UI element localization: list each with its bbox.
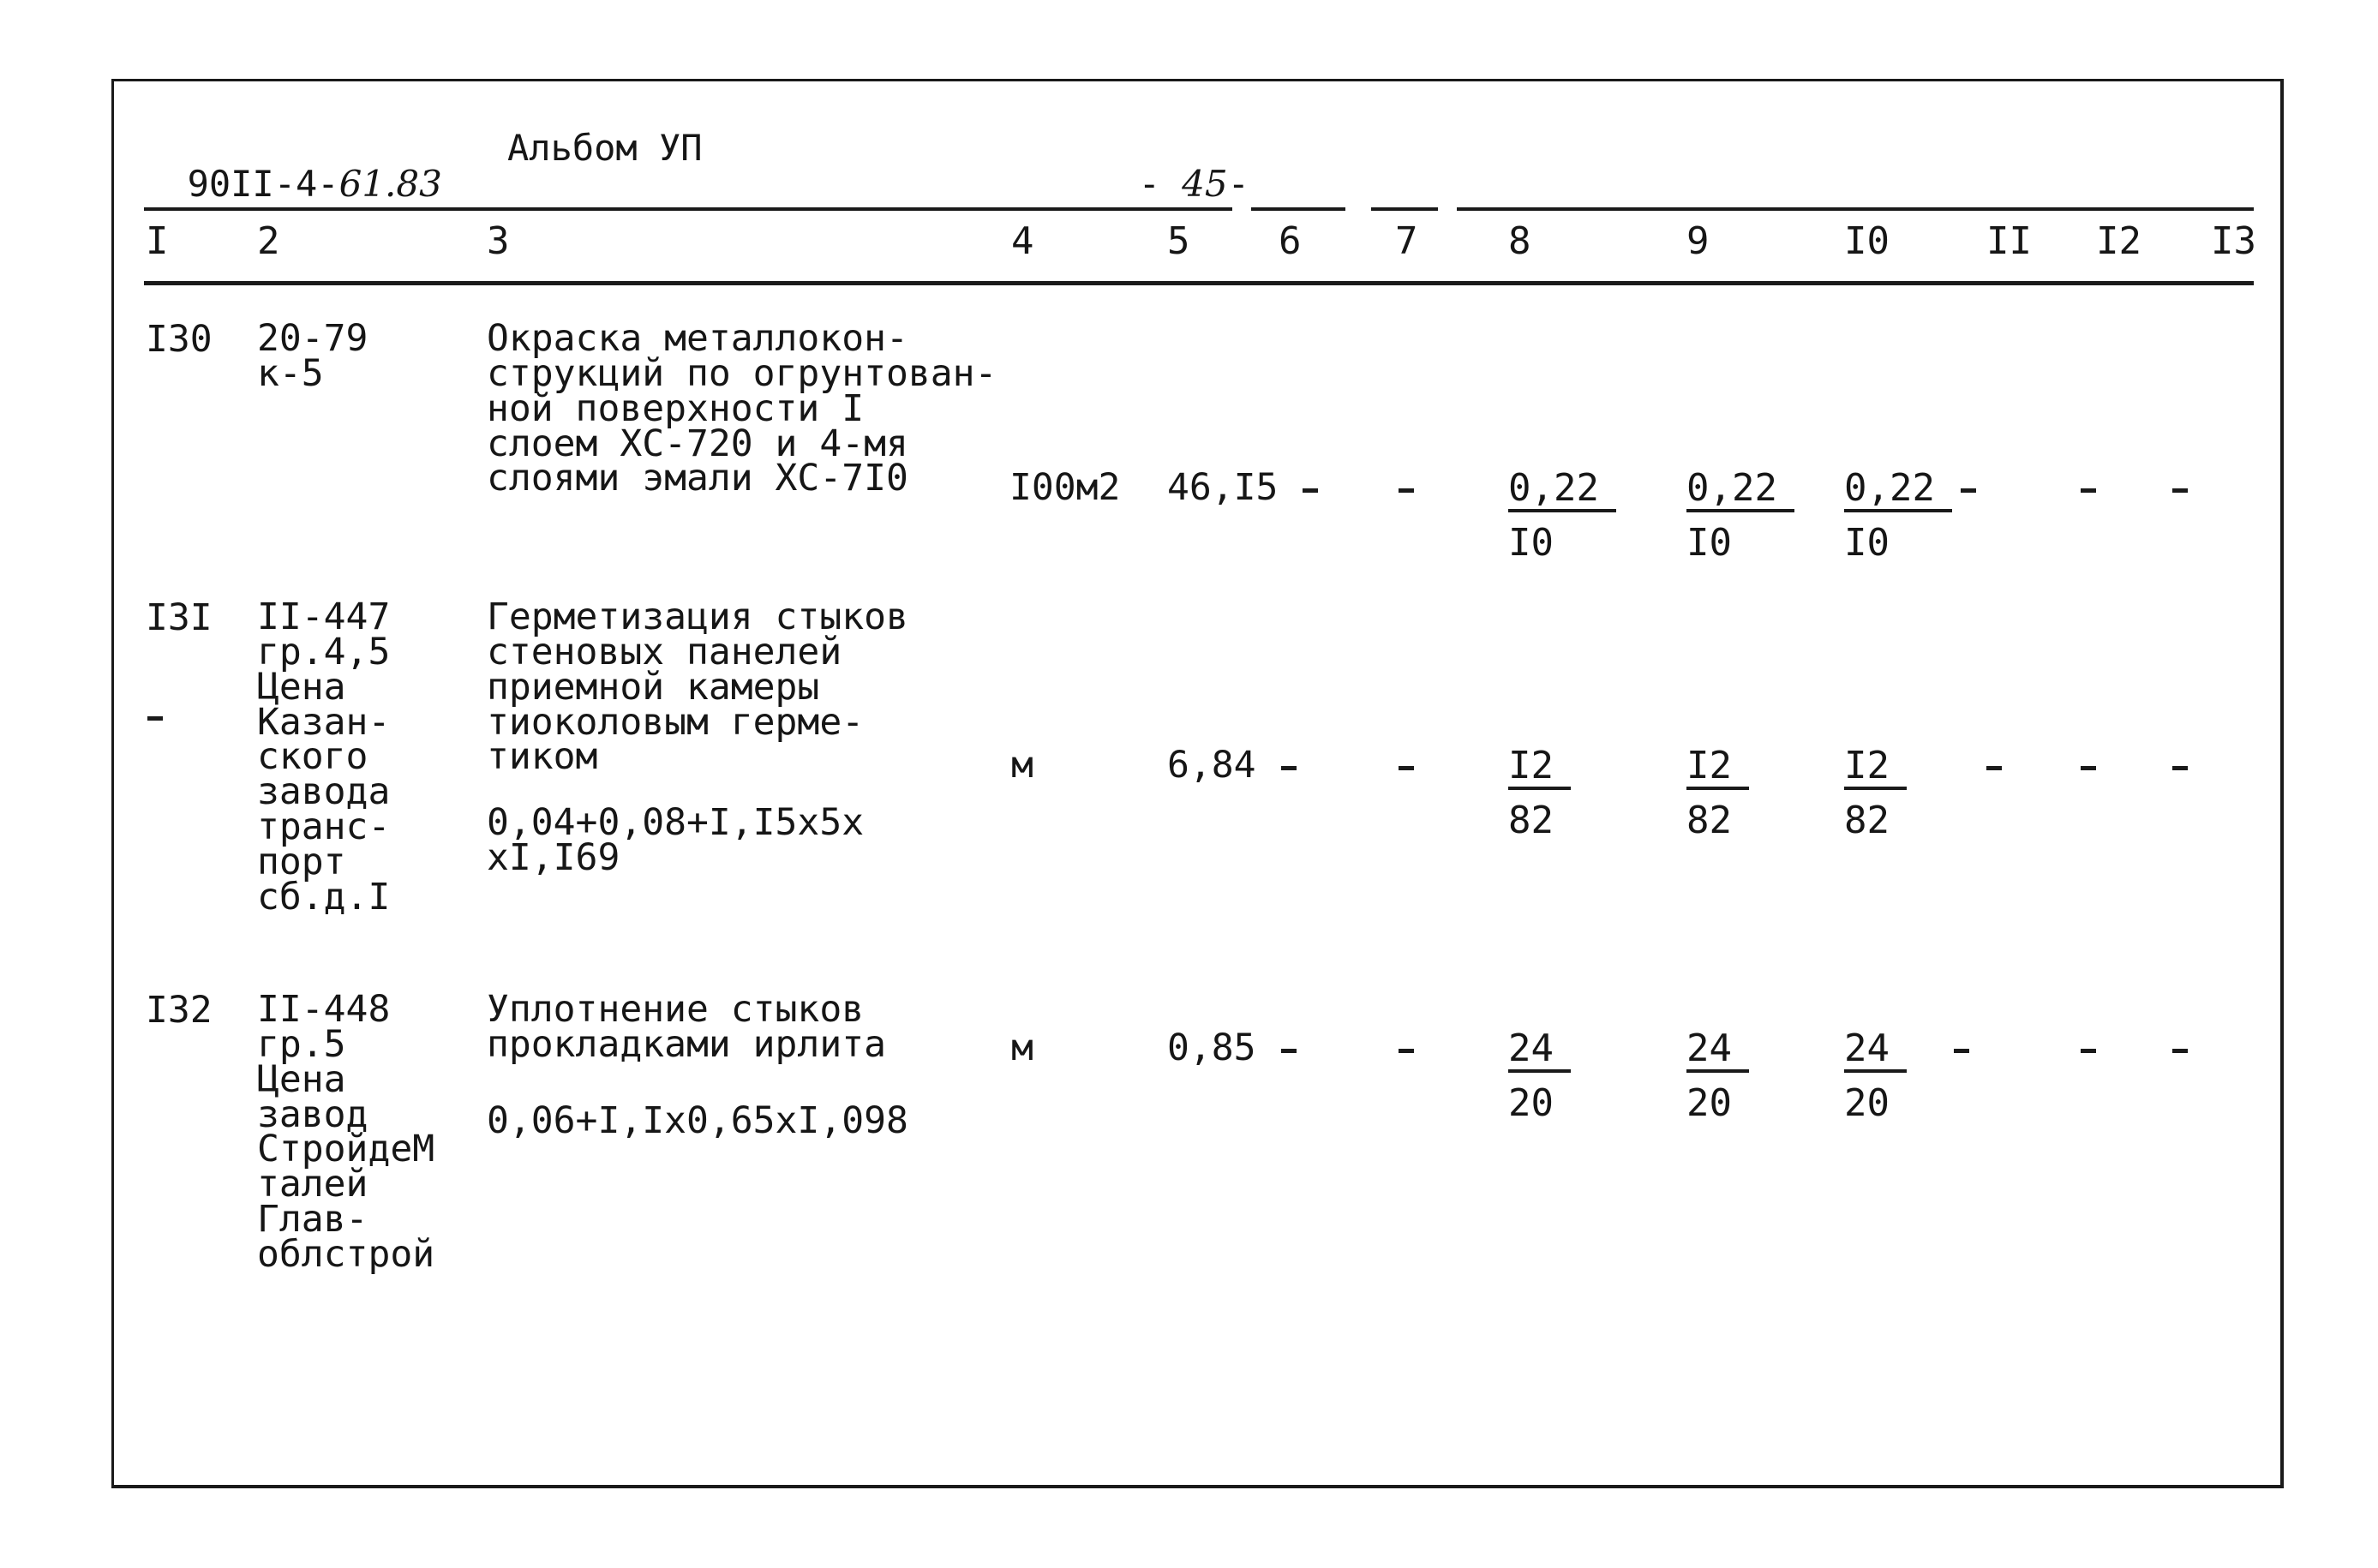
column-number: 3 <box>487 219 510 263</box>
album-label: Альбом УП <box>507 127 703 169</box>
column-9-fraction: $\frac{I2}{82}$ <box>1686 747 1749 840</box>
row-number: I32 <box>146 989 213 1032</box>
column-number: 9 <box>1686 219 1710 263</box>
unit-price: 6,84 <box>1167 744 1256 787</box>
column-10-fraction: $\frac{I2}{82}$ <box>1844 747 1907 840</box>
column-6-dash <box>1281 1049 1297 1053</box>
unit: м <box>1011 1026 1033 1069</box>
column-12-dash <box>2081 766 2096 770</box>
column-number: I <box>146 219 169 263</box>
column-13-dash <box>2172 1049 2188 1053</box>
column-13-dash <box>2172 766 2188 770</box>
column-11-dash <box>1961 488 1976 493</box>
column-6-dash <box>1303 488 1318 493</box>
work-description: Уплотнение стыков прокладками ирлита <box>487 988 886 1066</box>
column-11-dash <box>1986 766 2002 770</box>
norm-code: II-447 гр.4,5 Цена Казан- ского завода транс- порт сб.д.I <box>257 595 391 919</box>
document-code-printed: 90II-4- <box>187 163 339 205</box>
column-8-fraction: $\frac{0,22}{I0}$ <box>1508 470 1616 562</box>
column-6-dash <box>1281 766 1297 770</box>
document-code-handwritten: 61.83 <box>338 163 442 205</box>
column-number: 4 <box>1011 219 1034 263</box>
row-number-dash <box>147 716 163 721</box>
column-number: II <box>1986 219 2032 263</box>
work-description: Герметизация стыков стеновых панелей приемной камеры тиоколовым герме- тиком <box>487 595 908 779</box>
column-10-fraction: $\frac{0,22}{I0}$ <box>1844 470 1952 562</box>
unit-price: 0,85 <box>1167 1026 1256 1069</box>
column-12-dash <box>2081 1049 2096 1053</box>
column-number: 5 <box>1167 219 1190 263</box>
column-12-dash <box>2081 488 2096 493</box>
column-7-dash <box>1399 488 1414 493</box>
column-7-dash <box>1399 1049 1414 1053</box>
column-9-fraction: $\frac{0,22}{I0}$ <box>1686 470 1794 562</box>
column-number: 6 <box>1279 219 1302 263</box>
norm-code: 20-79 к-5 <box>257 317 368 395</box>
column-7-dash <box>1399 766 1414 770</box>
column-number: 8 <box>1508 219 1531 263</box>
norm-code: II-448 гр.5 Цена завод СтройдеМ талей Глав- облстрой <box>257 988 435 1276</box>
column-8-fraction: $\frac{I2}{82}$ <box>1508 747 1571 840</box>
unit: м <box>1011 744 1033 787</box>
row-number: I30 <box>146 318 213 361</box>
unit: I00м2 <box>1009 466 1121 509</box>
page-number-handwritten: 45 <box>1182 163 1228 205</box>
column-number: I0 <box>1844 219 1890 263</box>
row-number: I3I <box>146 596 213 639</box>
work-description: Окраска металлокон- струкций по огрунтован- ной поверхности I слоем ХС-720 и 4-мя слоями эмали ХС-7I0 <box>487 317 997 500</box>
column-number: I3 <box>2211 219 2256 263</box>
column-number: I2 <box>2096 219 2141 263</box>
quantity-calculation: 0,06+I,Ix0,65xI,098 <box>487 1099 908 1142</box>
document-code <box>144 130 442 205</box>
column-13-dash <box>2172 488 2188 493</box>
column-9-fraction: $\frac{24}{20}$ <box>1686 1030 1749 1122</box>
column-10-fraction: $\frac{24}{20}$ <box>1844 1030 1907 1122</box>
column-header-bottom-rule <box>144 281 2254 285</box>
column-11-dash <box>1954 1049 1969 1053</box>
column-8-fraction: $\frac{24}{20}$ <box>1508 1030 1571 1122</box>
column-number: 2 <box>257 219 280 263</box>
column-number: 7 <box>1395 219 1418 263</box>
quantity-calculation: 0,04+0,08+I,I5x5x xI,I69 <box>487 801 865 879</box>
unit-price: 46,I5 <box>1167 466 1279 509</box>
page-number: - 45- <box>1138 163 1249 205</box>
